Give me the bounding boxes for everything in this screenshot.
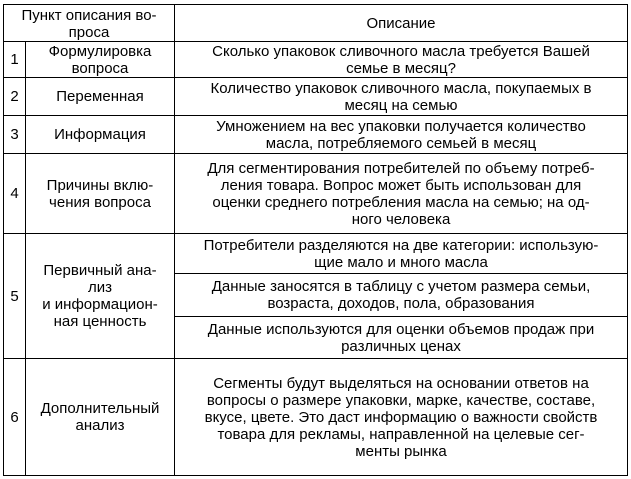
desc-line: Для сегментирования потребителей по объему потреб- bbox=[207, 159, 595, 177]
desc-line: Данные используются для оценки объемов продаж при bbox=[207, 320, 595, 338]
desc-line: менты рынка bbox=[355, 442, 447, 460]
table-row bbox=[4, 116, 628, 154]
row-item-line: Дополнительный bbox=[40, 400, 160, 417]
desc-line: Умножением на вес упаковки получается количество bbox=[216, 117, 586, 135]
table-row bbox=[4, 42, 628, 78]
table-row bbox=[4, 234, 628, 274]
row-description bbox=[175, 359, 628, 476]
row-item bbox=[26, 42, 175, 78]
question-description-table bbox=[3, 4, 628, 476]
row-description bbox=[175, 154, 628, 234]
row-number: 5 bbox=[4, 234, 26, 359]
row-description bbox=[175, 234, 628, 274]
header-description: Описание bbox=[175, 5, 628, 42]
desc-line: щие мало и много масла bbox=[314, 253, 488, 271]
header-item bbox=[4, 5, 175, 42]
desc-line: возраста, доходов, пола, образования bbox=[267, 295, 535, 312]
table-row bbox=[4, 359, 628, 476]
row-item-line: вопроса bbox=[71, 59, 129, 77]
row-item bbox=[26, 234, 175, 359]
table-row bbox=[4, 154, 628, 234]
desc-line: месяц на семью bbox=[344, 96, 458, 114]
row-item-line: анализ bbox=[75, 417, 125, 434]
desc-line: Данные заносятся в таблицу с учетом размера семьи, bbox=[211, 278, 591, 295]
desc-line: различных ценах bbox=[341, 337, 461, 355]
row-item bbox=[26, 359, 175, 476]
desc-line: масла, потребляемого семьей в месяц bbox=[265, 134, 537, 152]
row-number: 4 bbox=[4, 154, 26, 234]
row-item-line: Первичный ана- bbox=[43, 262, 157, 279]
table-header-row bbox=[4, 5, 628, 42]
row-item-line: Информация bbox=[54, 126, 146, 143]
row-item bbox=[26, 78, 175, 116]
row-item-line: Причины вклю- bbox=[46, 176, 154, 194]
desc-line: Сегменты будут выделяться на основании ответов на bbox=[213, 374, 589, 392]
desc-line: Потребители разделяются на две категории: использую- bbox=[203, 236, 599, 254]
row-number: 1 bbox=[4, 42, 26, 78]
desc-line: оценки среднего потребления масла на семью; на од- bbox=[212, 193, 590, 211]
desc-line: ного человека bbox=[351, 210, 451, 228]
row-number: 3 bbox=[4, 116, 26, 154]
row-item-line: лиз bbox=[87, 279, 112, 296]
table-row bbox=[4, 78, 628, 116]
row-description bbox=[175, 116, 628, 154]
row-number: 6 bbox=[4, 359, 26, 476]
header-item-line: Пункт описания во- bbox=[21, 7, 157, 24]
desc-line: вкусе, цвете. Это даст информацию о важности свойств bbox=[204, 408, 598, 426]
row-item-line: чения вопроса bbox=[49, 193, 151, 211]
desc-line: вопросы о размере упаковки, марке, качестве, составе, bbox=[206, 391, 596, 409]
row-description bbox=[175, 78, 628, 116]
row-description bbox=[175, 317, 628, 359]
desc-line: ления товара. Вопрос может быть использован для bbox=[220, 176, 582, 194]
row-item-line: ная ценность bbox=[53, 313, 147, 330]
row-item bbox=[26, 116, 175, 154]
desc-line: Сколько упаковок сливочного масла требуется Вашей bbox=[212, 42, 590, 60]
row-number: 2 bbox=[4, 78, 26, 116]
desc-line: Количество упаковок сливочного масла, покупаемых в bbox=[210, 79, 592, 97]
desc-line: семье в месяц? bbox=[346, 59, 456, 77]
desc-line: товара для рекламы, направленной на целевые сег- bbox=[217, 425, 585, 443]
header-item-line: проса bbox=[68, 24, 110, 41]
row-item bbox=[26, 154, 175, 234]
row-description bbox=[175, 274, 628, 317]
row-description bbox=[175, 42, 628, 78]
row-item-line: Переменная bbox=[56, 88, 144, 105]
row-item-line: Формулировка bbox=[48, 42, 152, 60]
row-item-line: и информацион- bbox=[42, 296, 158, 313]
